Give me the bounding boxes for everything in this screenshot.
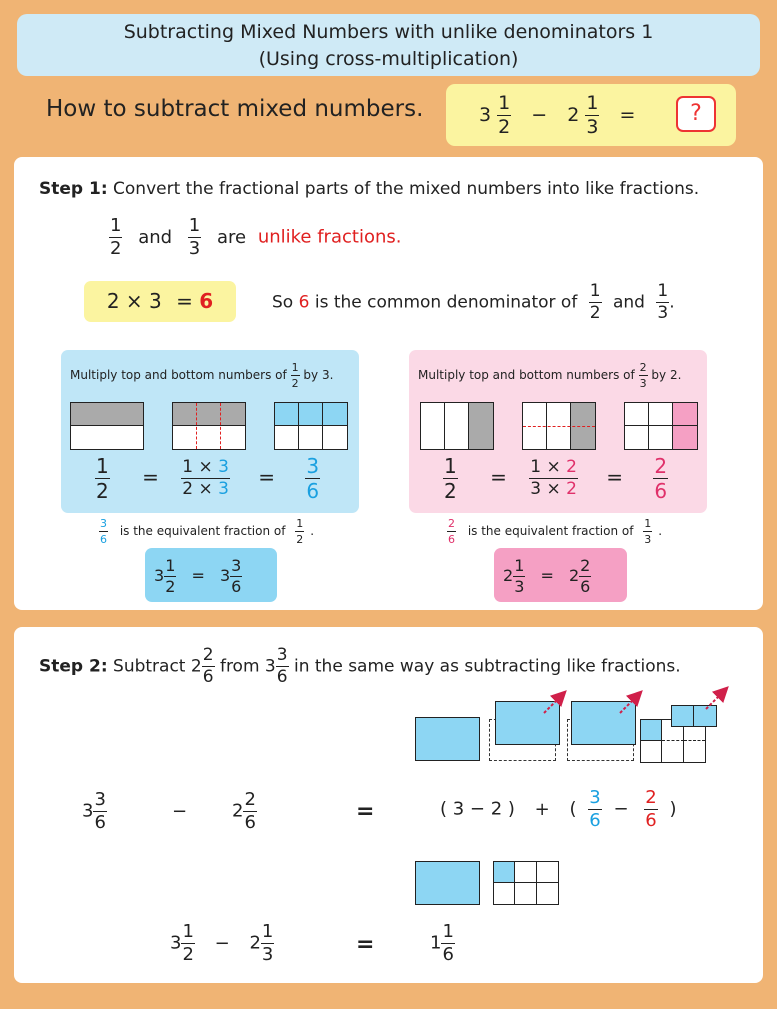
step2-final-equals: = (356, 932, 375, 957)
model-whole-remaining (415, 717, 480, 761)
problem-box (446, 84, 736, 146)
title-line1: Subtracting Mixed Numbers with unlike denominators 1 (123, 21, 654, 43)
pink-method-box (409, 350, 707, 513)
arrow-1 (544, 693, 564, 713)
problem-frac-1: $\frac{1}{2}$ (498, 92, 511, 138)
step2-minus: − (172, 801, 188, 822)
blue-instruction: Multiply top and bottom numbers of $\frac{1}{2}$ by 3. (70, 361, 334, 390)
step2-final-expression: 3 $\frac{1}{2}$ − 2 $\frac{1}{3}$ (170, 921, 274, 965)
removal-arrows (534, 683, 744, 719)
pink-result-box: 2 $\frac{1}{3}$ = 2 $\frac{2}{6}$ (494, 548, 627, 602)
title-banner (17, 14, 760, 76)
arrow-2 (620, 693, 640, 713)
model-sixths (274, 402, 348, 450)
question-mark-box: ? (676, 96, 716, 132)
step2-first-subtrahend: 2 $\frac{2}{6}$ (232, 789, 256, 833)
pink-equation: $\frac{1}{2}$ = $\frac{1 \times 2}{3 \times 2}$ = $\frac{2}{6}$ (444, 454, 668, 503)
model-sixths-pink (624, 402, 698, 450)
blue-method-box (61, 350, 359, 513)
step2-equals: = (356, 799, 375, 824)
model-half (70, 402, 144, 450)
model-result-sixth (493, 861, 559, 905)
model-result-whole (415, 861, 480, 905)
title-line2: (Using cross-multiplication) (258, 48, 519, 70)
model-thirds-split (522, 402, 596, 450)
step2-answer: 1 $\frac{1}{6}$ (430, 921, 454, 965)
step1-instruction: Step 1: Convert the fractional parts of the mixed numbers into like fractions. (39, 179, 700, 199)
howto-heading: How to subtract mixed numbers. (46, 96, 424, 122)
model-thirds (420, 402, 494, 450)
arrow-3 (706, 689, 726, 709)
blue-equiv-note: $\frac{3}{6}$ is the equivalent fraction of $\frac{1}{2}$ . (100, 517, 315, 546)
blue-equation: $\frac{1}{2}$ = $\frac{1 \times 3}{2 \times 3}$ = $\frac{3}{6}$ (96, 454, 320, 503)
step1-panel (14, 157, 763, 610)
blue-result-box: 3 $\frac{1}{2}$ = 3 $\frac{3}{6}$ (145, 548, 277, 602)
pink-instruction: Multiply top and bottom numbers of $\frac{2}{3}$ by 2. (418, 361, 682, 390)
problem-expression: 3 $\frac{1}{2}$ − 2 $\frac{1}{3}$ = (479, 92, 636, 138)
step2-regrouped: ( 3 − 2 ) + ( $\frac{3}{6}$ − $\frac{2}{6}$ ) (440, 787, 677, 831)
problem-frac-2: $\frac{1}{3}$ (586, 92, 599, 138)
model-half-split (172, 402, 246, 450)
step2-first-minuend: 3 $\frac{3}{6}$ (82, 789, 106, 833)
step2-panel (14, 627, 763, 983)
step2-instruction: Step 2: Subtract 2 $\frac{2}{6}$ from 3 $\frac{3}{6}$ in the same way as subtracting like fractions. (39, 645, 681, 687)
common-denominator-line: So 6 is the common denominator of $\frac{1}{2}$ and $\frac{1}{3}$ . (272, 281, 675, 323)
multiplication-box: 2 × 3 = 6 (84, 281, 236, 322)
pink-equiv-note: $\frac{2}{6}$ is the equivalent fraction of $\frac{1}{3}$ . (448, 517, 663, 546)
unlike-fractions-line: $\frac{1}{2}$ and $\frac{1}{3}$ are unlike fractions. (110, 215, 402, 259)
